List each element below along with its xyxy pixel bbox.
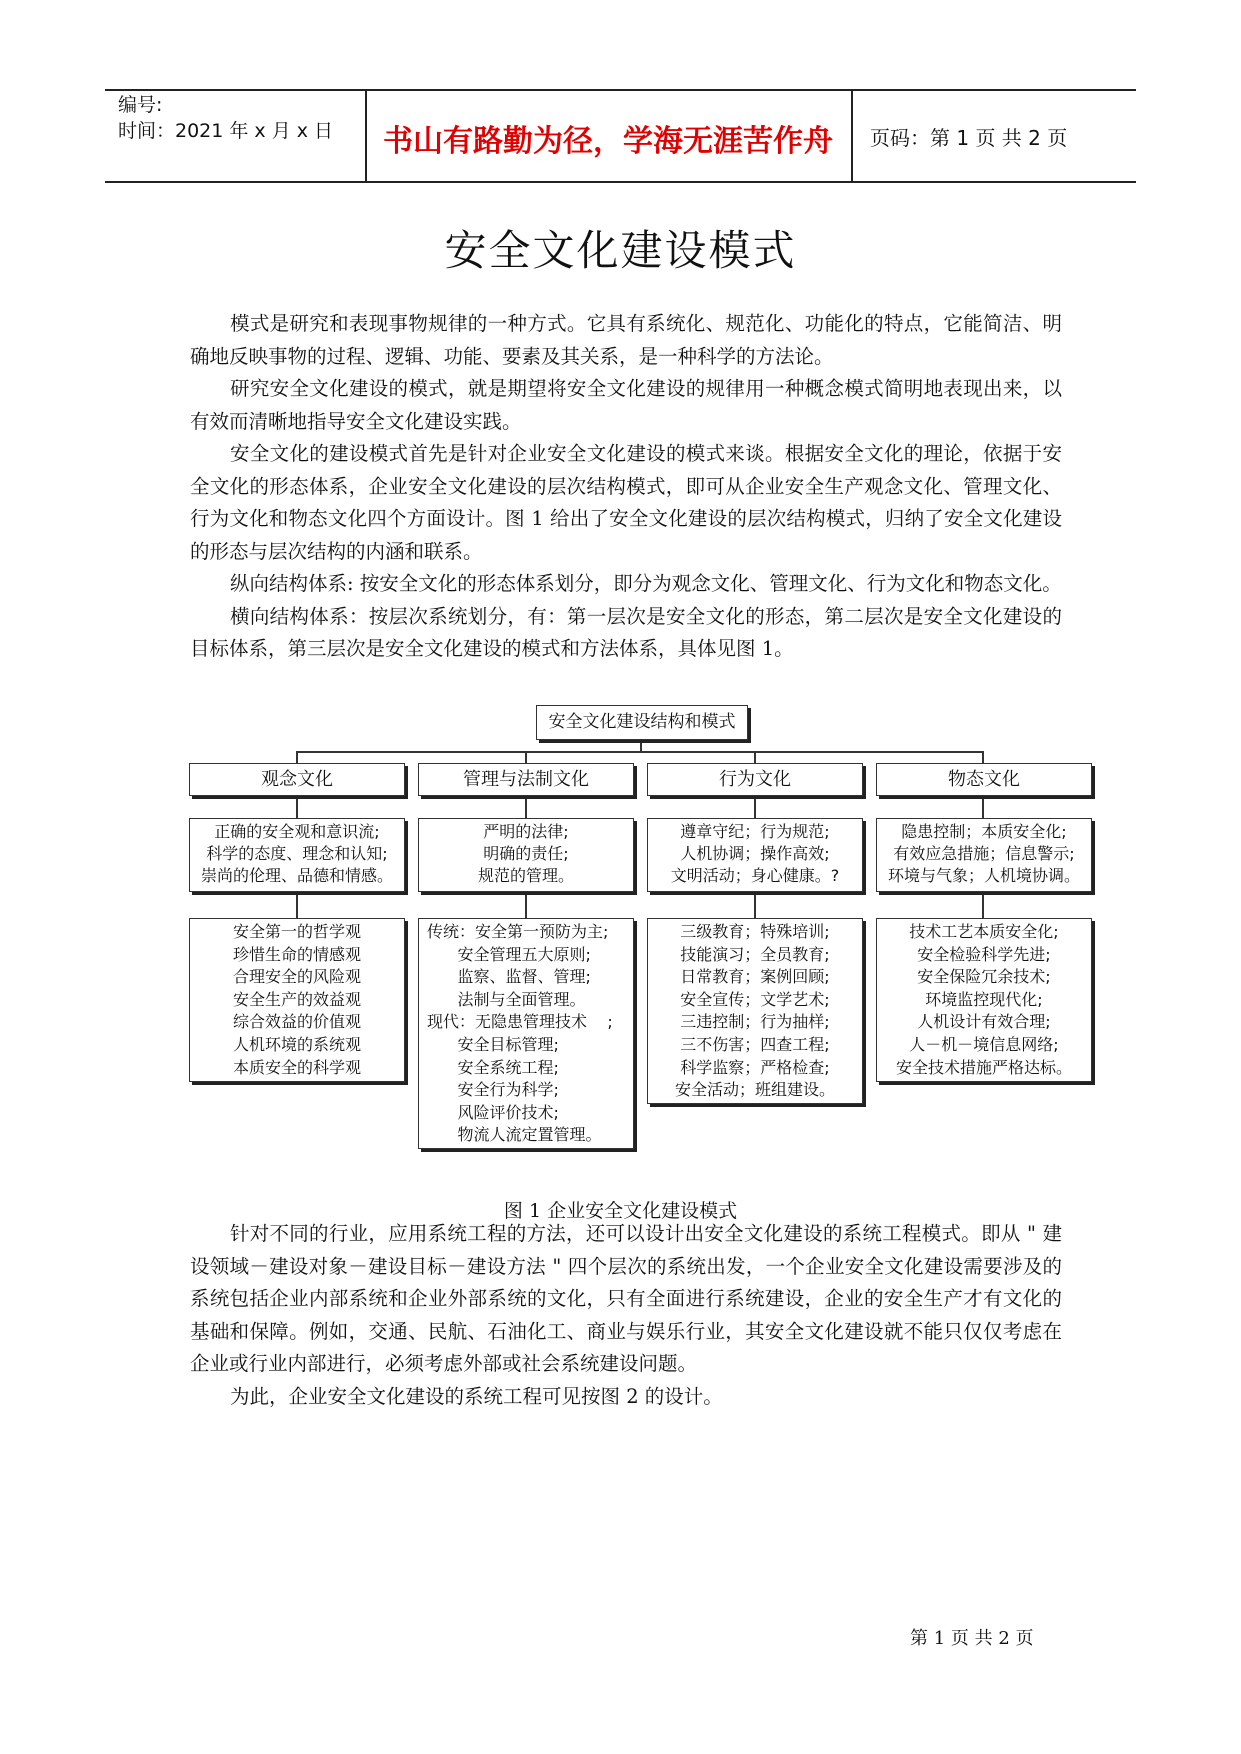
connector-line bbox=[525, 751, 527, 763]
method-line: 安全管理五大原则; bbox=[427, 944, 591, 964]
method-line: 传统：安全第一预防为主; bbox=[427, 922, 609, 941]
goal-box-behavior bbox=[647, 818, 863, 892]
method-line: 本质安全的科学观 bbox=[232, 1057, 361, 1077]
goal-line: 人机协调；操作高效; bbox=[680, 844, 830, 863]
goal-line: 规范的管理。 bbox=[477, 866, 574, 885]
connector-line bbox=[296, 751, 298, 763]
method-line: 安全第一的哲学观 bbox=[232, 922, 361, 941]
figure-caption: 图 1 企业安全文化建设模式 bbox=[503, 1200, 738, 1222]
document-title: 安全文化建设模式 bbox=[444, 226, 797, 275]
paragraph: 为此，企业安全文化建设的系统工程可见按图 2 的设计。 bbox=[230, 1384, 723, 1408]
method-line: 人机设计有效合理; bbox=[917, 1012, 1051, 1032]
method-line: 安全系统工程; bbox=[427, 1057, 559, 1077]
method-line: 安全检验科学先进; bbox=[917, 944, 1051, 964]
time-label: 时间：2021 年 x 月 x 日 bbox=[118, 120, 334, 142]
connector-line bbox=[982, 751, 984, 763]
connector-line bbox=[754, 796, 756, 818]
paragraph: 纵向结构体系: 按安全文化的形态体系划分，即分为观念文化、管理文化、行为文化和物态文化。 bbox=[230, 572, 1062, 595]
method-box-material bbox=[876, 918, 1092, 1082]
method-line: 珍惜生命的情感观 bbox=[232, 944, 361, 964]
method-line: 安全活动；班组建设。 bbox=[674, 1080, 835, 1100]
paragraph: 模式是研究和表现事物规律的一种方式。它具有系统化、规范化、功能化的特点，它能简洁、明确地反映事物的过程、逻辑、功能、要素及其关系，是一种科学的方法论。 bbox=[190, 312, 1062, 368]
method-line: 综合效益的价值观 bbox=[232, 1012, 361, 1032]
connector-line bbox=[982, 796, 984, 818]
method-box-concept bbox=[189, 918, 405, 1082]
method-line: 安全技术措施严格达标。 bbox=[895, 1057, 1072, 1077]
method-line: 现代：无隐患管理技术 ; bbox=[427, 1012, 613, 1032]
goal-line: 文明活动；身心健康。? bbox=[670, 866, 840, 885]
method-line: 三不伤害；四查工程; bbox=[680, 1034, 830, 1054]
method-line: 合理安全的风险观 bbox=[232, 967, 361, 987]
number-label: 编号: bbox=[118, 94, 163, 116]
page-footer: 第 1 页 共 2 页 bbox=[910, 1628, 1034, 1649]
method-line: 人－机－境信息网络; bbox=[909, 1034, 1059, 1054]
header-top-rule bbox=[105, 89, 1136, 91]
goal-line: 科学的态度、理念和认知; bbox=[206, 844, 388, 863]
header-page-label: 页码：第 1 页 共 2 页 bbox=[870, 126, 1068, 150]
header-divider bbox=[851, 90, 853, 182]
goal-line: 环境与气象；人机境协调。 bbox=[887, 866, 1080, 885]
connector-line bbox=[525, 894, 527, 918]
goal-box-management bbox=[418, 818, 634, 892]
goal-line: 隐患控制；本质安全化; bbox=[901, 822, 1067, 841]
method-line: 安全行为科学; bbox=[427, 1080, 559, 1100]
method-line: 三违控制；行为抽样; bbox=[680, 1012, 830, 1032]
connector-line bbox=[296, 796, 298, 818]
paragraph: 安全文化的建设模式首先是针对企业安全文化建设的模式来谈。根据安全文化的理论，依据于安全文化的形态体系，企业安全文化建设的层次结构模式，即可从企业安全生产观念文化、管理文化、行为文化和物态文化四个方面设计。图 1 给出了安全文化建设的层次结构模式，归纳了安全文化建设的形态与层次结构的内涵和联系。 bbox=[190, 442, 1062, 563]
method-line: 三级教育；特殊培训; bbox=[680, 922, 830, 941]
method-line: 技能演习；全员教育; bbox=[680, 944, 830, 964]
body-text-top bbox=[190, 308, 1062, 666]
method-line: 技术工艺本质安全化; bbox=[909, 922, 1059, 941]
method-line: 日常教育；案例回顾; bbox=[680, 967, 830, 987]
paragraph: 横向结构体系：按层次系统划分，有：第一层次是安全文化的形态，第二层次是安全文化建设的目标体系，第三层次是安全文化建设的模式和方法体系，具体见图 1。 bbox=[190, 604, 1062, 660]
culture-structure-diagram bbox=[188, 705, 1098, 1155]
method-line: 人机环境的系统观 bbox=[232, 1034, 361, 1054]
goal-line: 正确的安全观和意识流; bbox=[214, 822, 380, 841]
connector-line bbox=[525, 796, 527, 818]
method-line: 安全生产的效益观 bbox=[232, 989, 361, 1009]
header-motto: 书山有路勤为径，学海无涯苦作舟 bbox=[383, 124, 833, 159]
connector-line bbox=[296, 751, 983, 753]
paragraph: 针对不同的行业，应用系统工程的方法，还可以设计出安全文化建设的系统工程模式。即从 " 建设领域－建设对象－建设目标－建设方法 " 四个层次的系统出发，一个企业安全文化建设需要涉及的系统包括企业内部系统和企业外部系统的文化，只有全面进行系统建设，企业的安全生产才有文化的基础和保障。例如，交通、民航、石油化工、商业与娱乐行业，其安全文化建设就不能只仅仅考虑在企业或行业内部进行，必须考虑外部或社会系统建设问题。 bbox=[190, 1222, 1062, 1375]
diagram-root-box: 安全文化建设结构和模式 bbox=[536, 705, 748, 740]
body-text-bottom bbox=[190, 1218, 1062, 1413]
method-line: 法制与全面管理。 bbox=[427, 989, 586, 1009]
method-line: 安全目标管理; bbox=[427, 1034, 559, 1054]
goal-box-concept bbox=[189, 818, 405, 892]
goal-line: 有效应急措施；信息警示; bbox=[893, 844, 1075, 863]
connector-line bbox=[754, 894, 756, 918]
header-bottom-rule bbox=[105, 181, 1136, 183]
goal-line: 遵章守纪；行为规范; bbox=[680, 822, 830, 841]
method-line: 安全宣传；文学艺术; bbox=[680, 989, 830, 1009]
goal-line: 严明的法律; bbox=[483, 822, 569, 841]
connector-line bbox=[296, 894, 298, 918]
column-head-material: 物态文化 bbox=[876, 763, 1092, 796]
connector-line bbox=[982, 894, 984, 918]
goal-line: 崇尚的伦理、品德和情感。 bbox=[200, 866, 393, 885]
paragraph: 研究安全文化建设的模式，就是期望将安全文化建设的规律用一种概念模式简明地表现出来，以有效而清晰地指导安全文化建设实践。 bbox=[190, 377, 1062, 433]
header-meta bbox=[118, 92, 333, 144]
method-line: 物流人流定置管理。 bbox=[427, 1125, 602, 1145]
method-line: 环境监控现代化; bbox=[925, 989, 1043, 1009]
method-line: 科学监察；严格检查; bbox=[680, 1057, 830, 1077]
column-head-management: 管理与法制文化 bbox=[418, 763, 634, 796]
column-head-behavior: 行为文化 bbox=[647, 763, 863, 796]
method-line: 监察、监督、管理; bbox=[427, 967, 591, 987]
goal-line: 明确的责任; bbox=[483, 844, 569, 863]
method-box-management bbox=[418, 918, 634, 1149]
header-divider bbox=[365, 90, 367, 182]
connector-line bbox=[754, 751, 756, 763]
goal-box-material bbox=[876, 818, 1092, 892]
column-head-concept: 观念文化 bbox=[189, 763, 405, 796]
method-box-behavior bbox=[647, 918, 863, 1104]
method-line: 风险评价技术; bbox=[427, 1102, 559, 1122]
method-line: 安全保险冗余技术; bbox=[917, 967, 1051, 987]
